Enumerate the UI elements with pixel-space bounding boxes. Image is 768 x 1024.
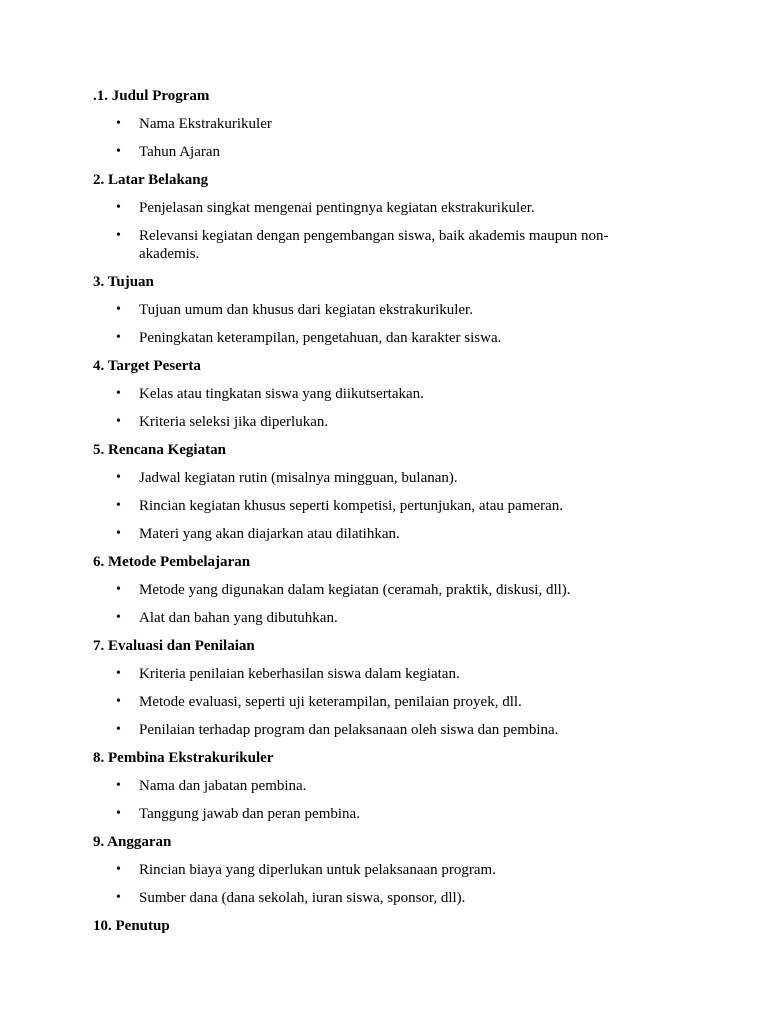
bullet-icon: •: [116, 200, 121, 215]
list-item: [93, 329, 629, 347]
bullet-list: [93, 581, 653, 627]
list-item-text: Sumber dana (dana sekolah, iuran siswa, sponsor, dll).: [139, 890, 466, 906]
section-heading: 9. Anggaran: [93, 834, 172, 850]
list-item: [93, 609, 629, 627]
section-heading: 7. Evaluasi dan Penilaian: [93, 638, 255, 654]
list-item: [93, 115, 629, 133]
document-section: [93, 273, 653, 347]
list-item-text: Relevansi kegiatan dengan pengembangan siswa, baik akademis maupun non-akademis.: [139, 228, 609, 262]
bullet-icon: •: [116, 778, 121, 793]
list-item-text: Penilaian terhadap program dan pelaksanaan oleh siswa dan pembina.: [139, 722, 559, 738]
list-item-text: Tanggung jawab dan peran pembina.: [139, 806, 360, 822]
bullet-icon: •: [116, 302, 121, 317]
bullet-icon: •: [116, 116, 121, 131]
list-item: [93, 199, 629, 217]
document-section: [93, 87, 653, 161]
list-item-text: Peningkatan keterampilan, pengetahuan, dan karakter siswa.: [139, 330, 502, 346]
list-item: [93, 525, 629, 543]
bullet-list: [93, 301, 653, 347]
list-item-text: Jadwal kegiatan rutin (misalnya mingguan, bulanan).: [139, 470, 458, 486]
bullet-icon: •: [116, 414, 121, 429]
list-item-text: Kelas atau tingkatan siswa yang diikutsertakan.: [139, 386, 424, 402]
bullet-list: [93, 199, 653, 263]
list-item: [93, 413, 629, 431]
section-heading: 2. Latar Belakang: [93, 172, 209, 188]
document-body: [93, 87, 653, 945]
list-item-text: Tujuan umum dan khusus dari kegiatan ekstrakurikuler.: [139, 302, 473, 318]
list-item: [93, 777, 629, 795]
list-item: [93, 227, 629, 263]
bullet-icon: •: [116, 582, 121, 597]
list-item: [93, 861, 629, 879]
bullet-icon: •: [116, 694, 121, 709]
bullet-icon: •: [116, 722, 121, 737]
document-section: [93, 637, 653, 739]
document-section: [93, 749, 653, 823]
section-heading: 5. Rencana Kegiatan: [93, 442, 226, 458]
list-item-text: Nama Ekstrakurikuler: [139, 116, 272, 132]
section-heading: 6. Metode Pembelajaran: [93, 554, 251, 570]
bullet-icon: •: [116, 890, 121, 905]
section-heading: 8. Pembina Ekstrakurikuler: [93, 750, 274, 766]
bullet-list: [93, 469, 653, 543]
bullet-icon: •: [116, 228, 121, 243]
list-item-text: Metode evaluasi, seperti uji keterampilan, penilaian proyek, dll.: [139, 694, 522, 710]
section-heading: 4. Target Peserta: [93, 358, 201, 374]
list-item-text: Kriteria penilaian keberhasilan siswa dalam kegiatan.: [139, 666, 460, 682]
section-heading: 10. Penutup: [93, 918, 170, 934]
bullet-icon: •: [116, 498, 121, 513]
list-item: [93, 301, 629, 319]
list-item: [93, 581, 629, 599]
list-item: [93, 469, 629, 487]
list-item: [93, 693, 629, 711]
bullet-icon: •: [116, 806, 121, 821]
list-item-text: Nama dan jabatan pembina.: [139, 778, 307, 794]
document-section: [93, 553, 653, 627]
list-item-text: Penjelasan singkat mengenai pentingnya kegiatan ekstrakurikuler.: [139, 200, 535, 216]
bullet-icon: •: [116, 666, 121, 681]
section-heading: .1. Judul Program: [93, 88, 210, 104]
section-heading: 3. Tujuan: [93, 274, 154, 290]
list-item-text: Materi yang akan diajarkan atau dilatihkan.: [139, 526, 400, 542]
bullet-icon: •: [116, 144, 121, 159]
list-item: [93, 385, 629, 403]
bullet-list: [93, 665, 653, 739]
list-item-text: Alat dan bahan yang dibutuhkan.: [139, 610, 338, 626]
bullet-list: [93, 861, 653, 907]
list-item: [93, 497, 629, 515]
document-section: [93, 917, 653, 935]
list-item-text: Tahun Ajaran: [139, 144, 221, 160]
list-item-text: Rincian kegiatan khusus seperti kompetisi, pertunjukan, atau pameran.: [139, 498, 564, 514]
bullet-icon: •: [116, 386, 121, 401]
bullet-icon: •: [116, 470, 121, 485]
list-item-text: Rincian biaya yang diperlukan untuk pelaksanaan program.: [139, 862, 496, 878]
list-item-text: Metode yang digunakan dalam kegiatan (ceramah, praktik, diskusi, dll).: [139, 582, 571, 598]
list-item: [93, 143, 629, 161]
document-section: [93, 441, 653, 543]
bullet-icon: •: [116, 526, 121, 541]
document-section: [93, 171, 653, 263]
list-item: [93, 889, 629, 907]
bullet-list: [93, 115, 653, 161]
bullet-list: [93, 777, 653, 823]
list-item: [93, 721, 629, 739]
list-item: [93, 805, 629, 823]
list-item-text: Kriteria seleksi jika diperlukan.: [139, 414, 329, 430]
bullet-list: [93, 385, 653, 431]
bullet-icon: •: [116, 862, 121, 877]
bullet-icon: •: [116, 610, 121, 625]
document-section: [93, 833, 653, 907]
list-item: [93, 665, 629, 683]
bullet-icon: •: [116, 330, 121, 345]
document-section: [93, 357, 653, 431]
